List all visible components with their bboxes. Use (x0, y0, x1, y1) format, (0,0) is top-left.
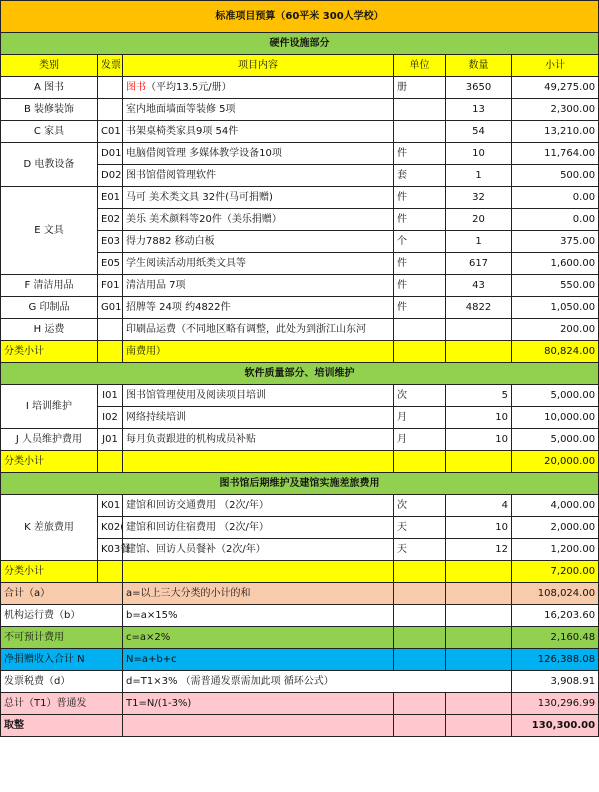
total-value: 130,300.00 (512, 715, 599, 737)
content-cell: 网络持续培训 (123, 407, 394, 429)
empty-cell (394, 649, 446, 671)
empty-cell (446, 715, 512, 737)
empty-cell (394, 561, 446, 583)
subtotal-cell: 500.00 (512, 165, 599, 187)
qty-cell: 13 (446, 99, 512, 121)
content-cell: 室内地面墙面等装修 5项 (123, 99, 394, 121)
unit-cell (394, 99, 446, 121)
total-value: 16,203.60 (512, 605, 599, 627)
qty-cell: 20 (446, 209, 512, 231)
empty-cell (446, 605, 512, 627)
category-cell: D 电教设备 (1, 143, 98, 187)
total-label: 合计（a） (1, 583, 123, 605)
unit-cell: 月 (394, 407, 446, 429)
empty-cell (446, 451, 512, 473)
table-row (1, 385, 599, 407)
content-cell: 电脑借阅管理 多媒体教学设备10项 (123, 143, 394, 165)
content-cell: 清洁用品 7项 (123, 275, 394, 297)
subtotal-cell: 10,000.00 (512, 407, 599, 429)
qty-cell: 12 (446, 539, 512, 561)
total-row (1, 671, 599, 693)
subtotal-value: 20,000.00 (512, 451, 599, 473)
content-highlight: 图书 (126, 82, 146, 93)
total-formula: b=a×15% (123, 605, 394, 627)
unit-cell: 件 (394, 297, 446, 319)
subtotal-row (1, 341, 599, 363)
qty-cell: 5 (446, 385, 512, 407)
content-cell: 建馆、回访人员餐补（2次/年） (123, 539, 394, 561)
empty-cell (446, 341, 512, 363)
content-cell (123, 77, 394, 99)
code-cell (98, 77, 123, 99)
content-cell: 学生阅读活动用纸类文具等 (123, 253, 394, 275)
subtotal-cell: 11,764.00 (512, 143, 599, 165)
total-label: 机构运行费（b） (1, 605, 123, 627)
empty-cell (446, 561, 512, 583)
content-cell: 美乐 美术颜料等20件（美乐捐赠） (123, 209, 394, 231)
subtotal-cell: 0.00 (512, 209, 599, 231)
unit-cell: 件 (394, 187, 446, 209)
content-cell: 图书馆借阅管理软件 (123, 165, 394, 187)
table-row (1, 121, 599, 143)
empty-cell (446, 583, 512, 605)
total-row (1, 583, 599, 605)
category-cell: I 培训维护 (1, 385, 98, 429)
empty-cell (123, 561, 394, 583)
subtotal-cell: 1,600.00 (512, 253, 599, 275)
total-value: 108,024.00 (512, 583, 599, 605)
category-cell: K 差旅费用 (1, 495, 98, 561)
total-label: 不可预计费用 (1, 627, 123, 649)
empty-cell (123, 451, 394, 473)
content-cell: 书架桌椅类家具9项 54件 (123, 121, 394, 143)
total-label: 发票税费（d） (1, 671, 123, 693)
subtotal-cell: 2,300.00 (512, 99, 599, 121)
category-cell: E 文具 (1, 187, 98, 275)
section-software-title: 软件质量部分、培训维护 (1, 363, 599, 385)
empty-cell (98, 561, 123, 583)
total-row (1, 605, 599, 627)
qty-cell: 617 (446, 253, 512, 275)
subtotal-cell: 375.00 (512, 231, 599, 253)
category-cell: G 印制品 (1, 297, 98, 319)
category-cell: J 人员维护费用 (1, 429, 98, 451)
content-cell: 建馆和回访交通费用 （2次/年） (123, 495, 394, 517)
unit-cell: 次 (394, 385, 446, 407)
content-text: （平均13.5元/册） (146, 82, 232, 93)
unit-cell (394, 121, 446, 143)
unit-cell: 天 (394, 517, 446, 539)
total-formula: a=以上三大分类的小计的和 (123, 583, 394, 605)
code-cell: E03 (98, 231, 123, 253)
header-unit: 单位 (394, 55, 446, 77)
content-cell: 图书馆管理使用及阅读项目培训 (123, 385, 394, 407)
empty-cell (394, 693, 446, 715)
unit-cell: 件 (394, 143, 446, 165)
code-cell: J01 (98, 429, 123, 451)
header-category: 类别 (1, 55, 98, 77)
code-cell: E02 (98, 209, 123, 231)
code-cell: D02 (98, 165, 123, 187)
code-cell: E05 (98, 253, 123, 275)
subtotal-cell: 5,000.00 (512, 429, 599, 451)
code-cell: F01 (98, 275, 123, 297)
subtotal-value: 7,200.00 (512, 561, 599, 583)
qty-cell: 10 (446, 517, 512, 539)
table-row (1, 77, 599, 99)
subtotal-cell: 5,000.00 (512, 385, 599, 407)
qty-cell (446, 319, 512, 341)
unit-cell: 月 (394, 429, 446, 451)
qty-cell: 43 (446, 275, 512, 297)
content-cell: 每月负责跟进的机构成员补贴 (123, 429, 394, 451)
content-cell: 得力7882 移动白板 (123, 231, 394, 253)
unit-cell: 册 (394, 77, 446, 99)
empty-cell (394, 451, 446, 473)
total-value: 3,908.91 (512, 671, 599, 693)
unit-cell: 个 (394, 231, 446, 253)
total-formula (123, 715, 394, 737)
total-formula: c=a×2% (123, 627, 394, 649)
unit-cell: 件 (394, 275, 446, 297)
subtotal-cell: 13,210.00 (512, 121, 599, 143)
category-cell: A 图书 (1, 77, 98, 99)
empty-cell (394, 605, 446, 627)
total-label: 净捐赠收入合计 N (1, 649, 123, 671)
qty-cell: 32 (446, 187, 512, 209)
code-cell: C01 (98, 121, 123, 143)
content-cell: 建馆和回访住宿费用 （2次/年） (123, 517, 394, 539)
total-label: 取整 (1, 715, 123, 737)
subtotal-content: 南费用） (123, 341, 394, 363)
empty-cell (446, 627, 512, 649)
table-row (1, 319, 599, 341)
subtotal-cell: 1,050.00 (512, 297, 599, 319)
subtotal-cell: 1,200.00 (512, 539, 599, 561)
qty-cell: 10 (446, 429, 512, 451)
page-title: 标准项目预算（60平米 300人学校） (1, 1, 599, 33)
content-cell: 招牌等 24项 约4822件 (123, 297, 394, 319)
empty-cell (446, 693, 512, 715)
total-formula: T1=N/(1-3%) (123, 693, 394, 715)
qty-cell: 4 (446, 495, 512, 517)
table-row (1, 99, 599, 121)
code-cell: D01 (98, 143, 123, 165)
code-cell: I02 (98, 407, 123, 429)
unit-cell: 次 (394, 495, 446, 517)
category-cell: F 清洁用品 (1, 275, 98, 297)
total-formula: d=T1×3% （需普通发票需加此项 循环公式） (123, 671, 512, 693)
code-cell (98, 319, 123, 341)
qty-cell: 1 (446, 165, 512, 187)
subtotal-label: 分类小计 (1, 451, 98, 473)
table-row (1, 297, 599, 319)
qty-cell: 10 (446, 143, 512, 165)
column-header-row (1, 55, 599, 77)
total-value: 130,296.99 (512, 693, 599, 715)
category-cell: H 运费 (1, 319, 98, 341)
subtotal-cell: 2,000.00 (512, 517, 599, 539)
header-subtotal: 小计 (512, 55, 599, 77)
qty-cell: 1 (446, 231, 512, 253)
empty-cell (446, 649, 512, 671)
empty-cell (98, 341, 123, 363)
header-content: 项目内容 (123, 55, 394, 77)
code-cell: E01 (98, 187, 123, 209)
total-row (1, 715, 599, 737)
code-cell: K03餐 (98, 539, 123, 561)
code-cell: I01 (98, 385, 123, 407)
subtotal-row (1, 451, 599, 473)
table-row (1, 429, 599, 451)
empty-cell (98, 451, 123, 473)
qty-cell: 3650 (446, 77, 512, 99)
total-row (1, 627, 599, 649)
empty-cell (394, 583, 446, 605)
table-row (1, 143, 599, 165)
table-row (1, 275, 599, 297)
total-value: 2,160.48 (512, 627, 599, 649)
header-qty: 数量 (446, 55, 512, 77)
unit-cell: 套 (394, 165, 446, 187)
table-row (1, 495, 599, 517)
empty-cell (394, 341, 446, 363)
empty-cell (394, 715, 446, 737)
category-cell: C 家具 (1, 121, 98, 143)
section-hardware-title: 硬件设施部分 (1, 33, 599, 55)
unit-cell (394, 319, 446, 341)
subtotal-cell: 49,275.00 (512, 77, 599, 99)
total-row (1, 693, 599, 715)
content-cell: 印刷品运费（不同地区略有调整，此处为到浙江山东河 (123, 319, 394, 341)
qty-cell: 4822 (446, 297, 512, 319)
total-value: 126,388.08 (512, 649, 599, 671)
content-cell: 马可 美术类文具 32件(马可捐赠) (123, 187, 394, 209)
subtotal-label: 分类小计 (1, 561, 98, 583)
total-label: 总计（T1）普通发 (1, 693, 123, 715)
qty-cell: 10 (446, 407, 512, 429)
header-code: 发票 (98, 55, 123, 77)
total-row (1, 649, 599, 671)
code-cell: K02( (98, 517, 123, 539)
subtotal-cell: 4,000.00 (512, 495, 599, 517)
subtotal-row (1, 561, 599, 583)
unit-cell: 天 (394, 539, 446, 561)
unit-cell: 件 (394, 253, 446, 275)
section-travel-title: 图书馆后期维护及建馆实施差旅费用 (1, 473, 599, 495)
subtotal-label: 分类小计 (1, 341, 98, 363)
subtotal-cell: 550.00 (512, 275, 599, 297)
table-row (1, 187, 599, 209)
subtotal-cell: 0.00 (512, 187, 599, 209)
category-cell: B 装修装饰 (1, 99, 98, 121)
code-cell (98, 99, 123, 121)
subtotal-value: 80,824.00 (512, 341, 599, 363)
empty-cell (394, 627, 446, 649)
subtotal-cell: 200.00 (512, 319, 599, 341)
total-formula: N=a+b+c (123, 649, 394, 671)
code-cell: G01 (98, 297, 123, 319)
unit-cell: 件 (394, 209, 446, 231)
qty-cell: 54 (446, 121, 512, 143)
code-cell: K01 (98, 495, 123, 517)
